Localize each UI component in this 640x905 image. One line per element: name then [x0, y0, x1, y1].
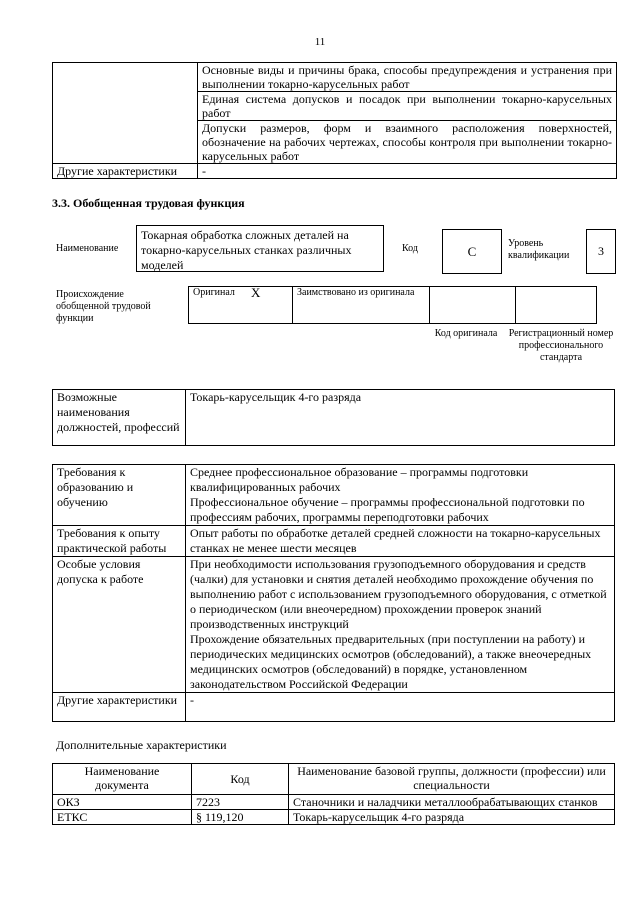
table-row: [53, 465, 615, 526]
requirement-label: Требования к образованию и обучению: [53, 465, 186, 526]
reg-number-caption: Регистрационный номер профессионального стандарта: [508, 328, 614, 363]
positions-table: [52, 389, 615, 446]
table-row: [53, 693, 615, 722]
requirement-label: Особые условия допуска к работе: [53, 557, 186, 693]
cell: 7223: [192, 795, 289, 810]
knowledge-item: Основные виды и причины брака, способы предупреждения и устранения при выполнении токарно-карусельных работ: [198, 63, 617, 92]
knowledge-table: [52, 62, 617, 179]
requirement-value: Опыт работы по обработке деталей средней сложности на токарно-карусельных станках не менее шести месяцев: [186, 526, 615, 557]
original-label: Оригинал: [189, 287, 248, 324]
header-cell: Наименование базовой группы, должности (профессии) или специальности: [289, 764, 615, 795]
section-title: 3.3. Обобщенная трудовая функция: [52, 196, 245, 210]
knowledge-item: Допуски размеров, форм и взаимного расположения поверхностей, обозначение на рабочих чертежах, способы контроля при выполнении токарно-карусельных работ: [198, 121, 617, 164]
requirements-table: [52, 464, 615, 722]
level-value: 3: [586, 229, 616, 274]
cell: Станочники и наладчики металлообрабатывающих станков: [289, 795, 615, 810]
header-cell: Код: [192, 764, 289, 795]
requirement-value: -: [186, 693, 615, 722]
table-row: [53, 557, 615, 693]
positions-label: Возможные наименования должностей, профессий: [53, 390, 186, 446]
code-original-caption: Код оригинала: [434, 328, 498, 339]
level-label: Уровень квалификации: [508, 238, 570, 261]
cell: ОКЗ: [53, 795, 192, 810]
table-header: [53, 764, 615, 795]
header-cell: Наименование документа: [53, 764, 192, 795]
table-row: [53, 164, 617, 179]
function-name: Токарная обработка сложных деталей на токарно-карусельных станках различных моделей: [136, 225, 384, 272]
origin-table: [188, 286, 597, 324]
table-row: [53, 526, 615, 557]
name-label: Наименование: [56, 243, 119, 254]
function-code: C: [442, 229, 502, 274]
table-row: [53, 795, 615, 810]
requirement-value: Среднее профессиональное образование – программы подготовки квалифицированных рабочих Профессиональное обучение – программы профессиональной подготовки по профессиям рабочих, программы переподготовки рабочих: [186, 465, 615, 526]
additional-table: [52, 763, 615, 825]
original-mark: X: [247, 287, 293, 324]
additional-title: Дополнительные характеристики: [56, 738, 227, 752]
code-label: Код: [402, 243, 418, 254]
cell: § 119,120: [192, 810, 289, 825]
borrowed-label: Заимствовано из оригинала: [293, 287, 430, 324]
cell: ЕТКС: [53, 810, 192, 825]
requirement-label: Требования к опыту практической работы: [53, 526, 186, 557]
other-label: Другие характеристики: [53, 164, 198, 179]
requirement-value: При необходимости использования грузоподъемного оборудования и средств (чалки) для установки и снятия деталей необходимо прохождение обучения по выполнению работ с использованием грузоподъемного оборудования, с отметкой о периодическом (или внеочередном) прохождении проверок знаний производственных инструкций Прохождение обязательных предварительных (при поступлении на работу) и периодических медицинских осмотров (обследований), а также внеочередных медицинских осмотров (обследований) в порядке, установленном законодательством Российской Федерации: [186, 557, 615, 693]
other-value: -: [198, 164, 617, 179]
origin-label: Происхождение обобщенной трудовой функции: [56, 289, 151, 324]
table-row: [53, 810, 615, 825]
table-row: [53, 63, 617, 92]
positions-value: Токарь-карусельщик 4-го разряда: [186, 390, 615, 446]
requirement-label: Другие характеристики: [53, 693, 186, 722]
page-number: 11: [314, 36, 326, 48]
cell: Токарь-карусельщик 4-го разряда: [289, 810, 615, 825]
knowledge-item: Единая система допусков и посадок при выполнении токарно-карусельных работ: [198, 92, 617, 121]
